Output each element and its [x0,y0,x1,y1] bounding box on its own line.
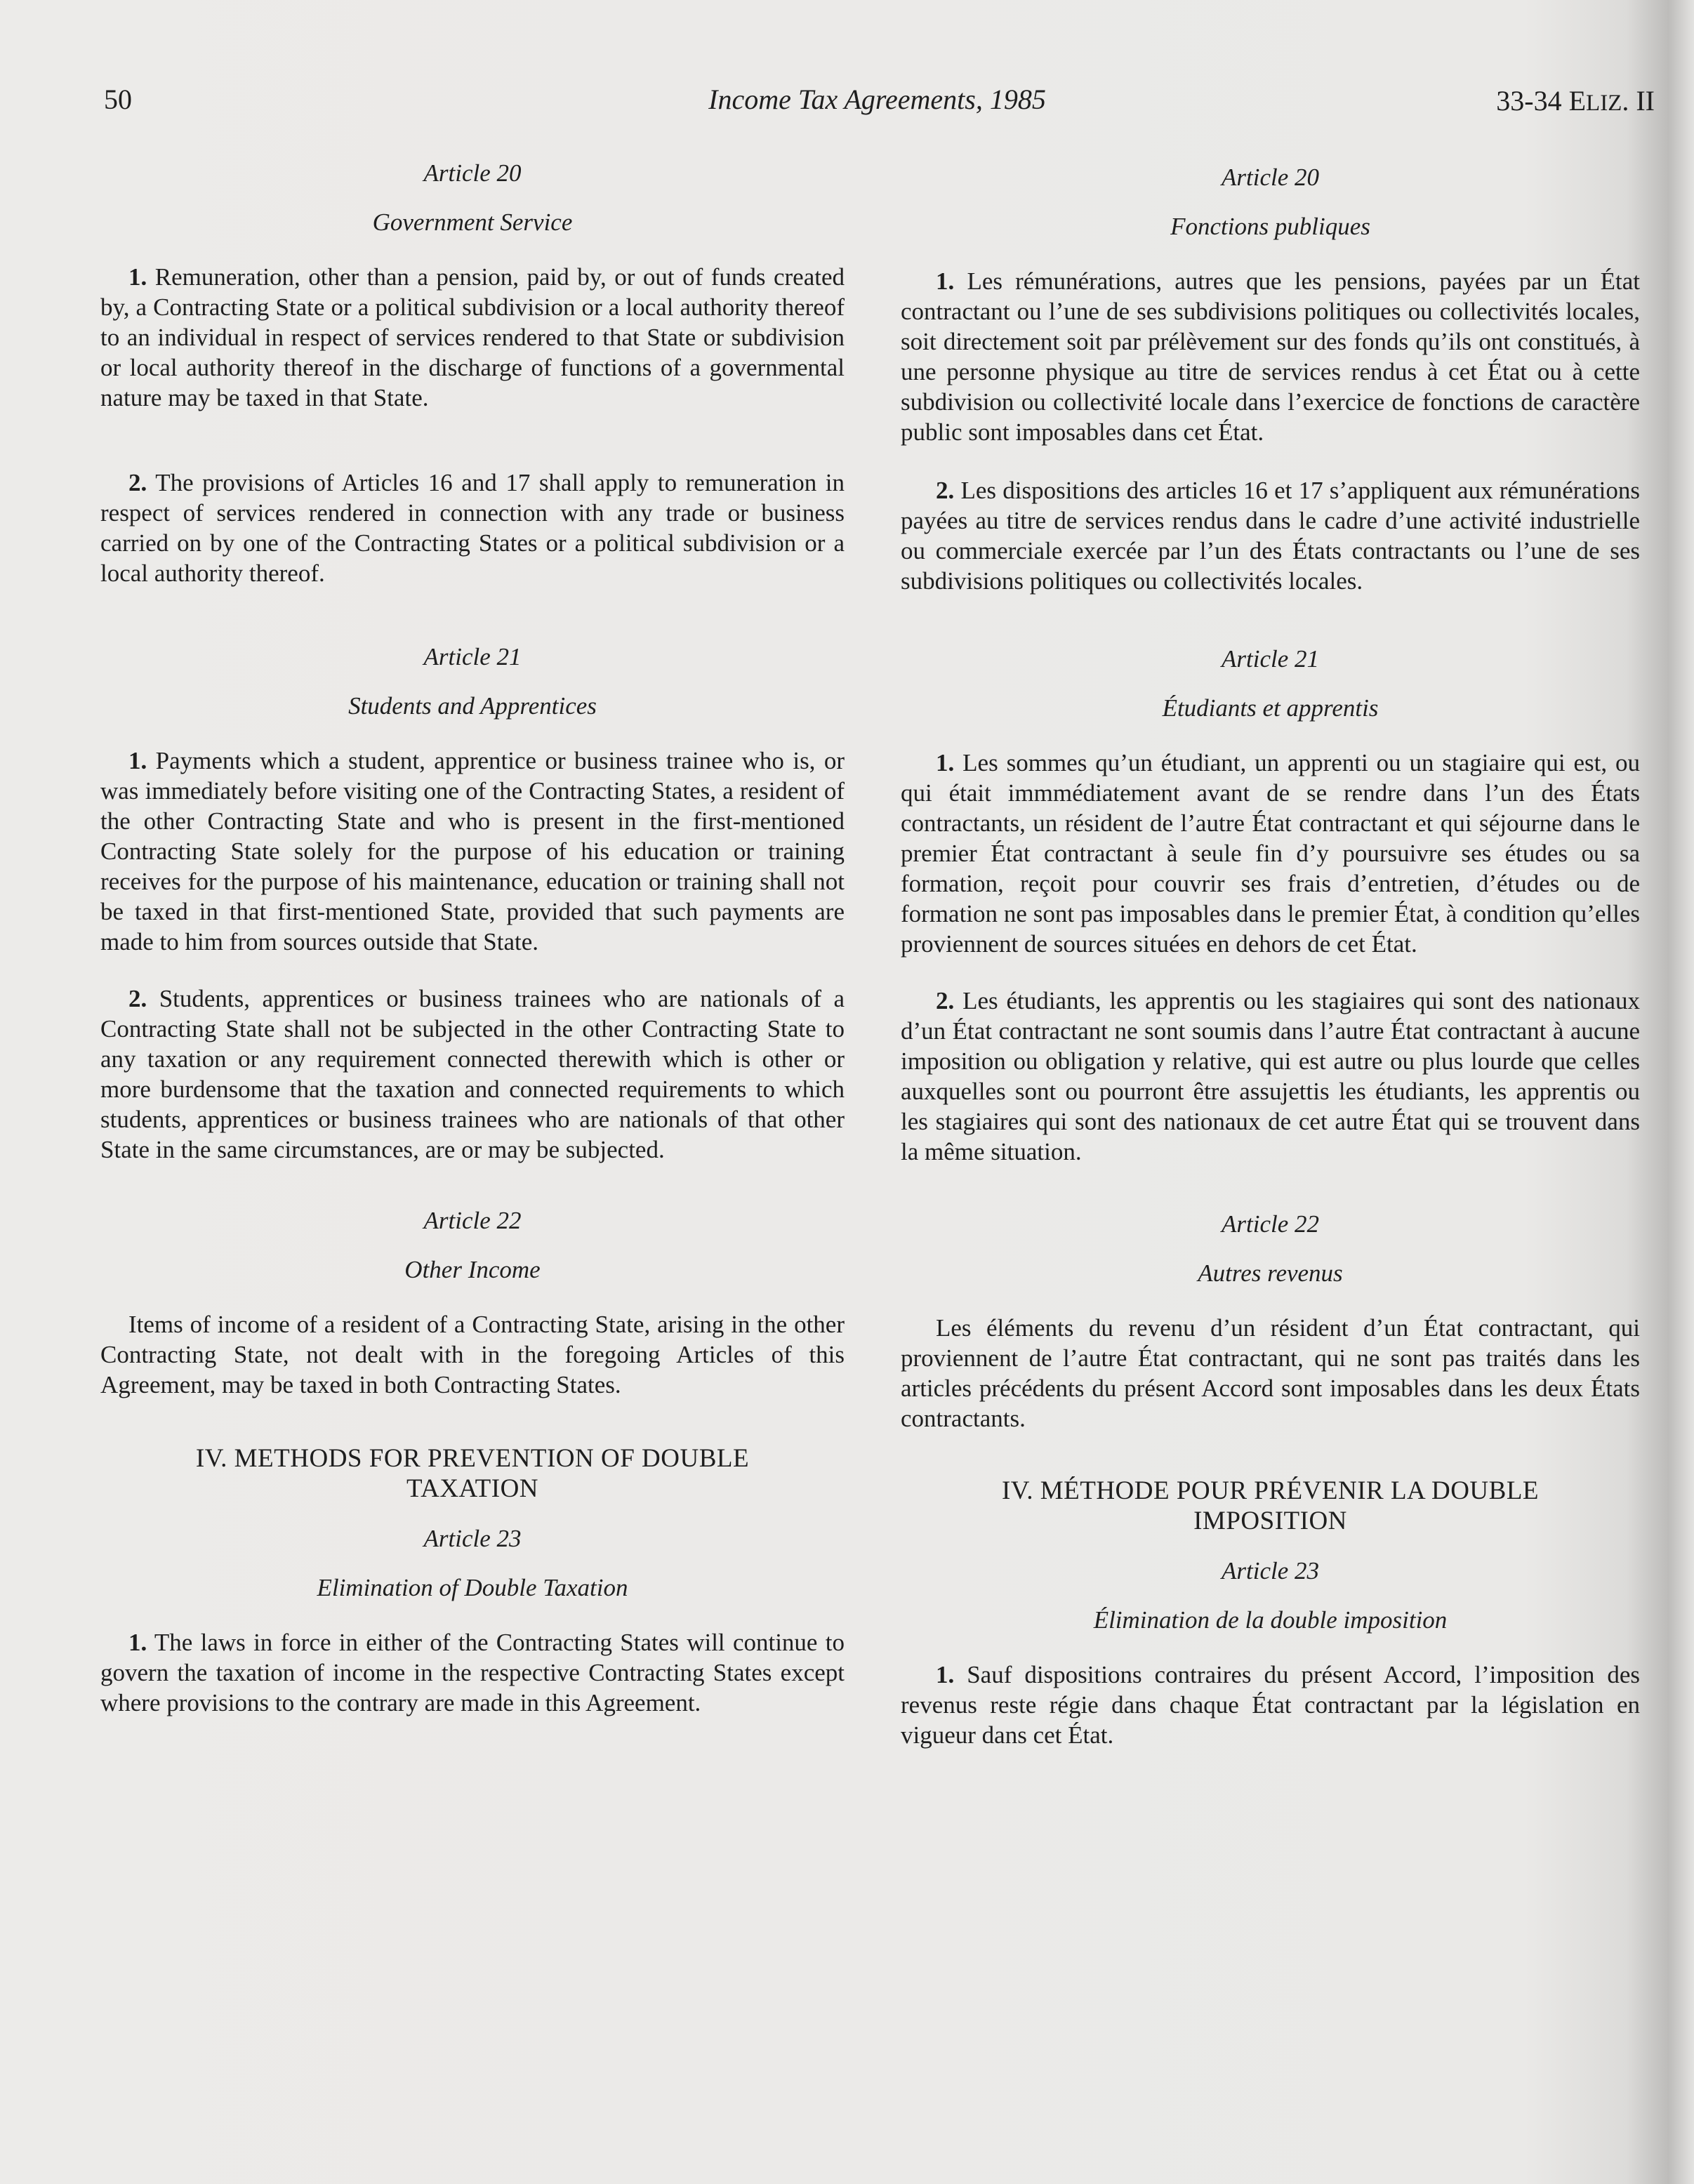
article-20-number-fr: Article 20 [1222,164,1319,191]
section-4-heading-line-1-fr: IV. MÉTHODE POUR PRÉVENIR LA DOUBLE [1001,1476,1540,1505]
statute-reference-tail: . II [1622,85,1655,117]
article-22-paragraph-fr: Les éléments du revenu d’un résident d’un État contractant, qui proviennent de l’autre État contractant, qui ne sont pas traités dans les articles précédents du présent Accord sont imposables dans les deux États contractants. [901,1314,1640,1432]
article-23-title-fr: Élimination de la double imposition [1093,1606,1448,1634]
section-4-heading [100,1443,845,1504]
article-22-title: Other Income [404,1256,541,1283]
article-22-paragraph: Items of income of a resident of a Contracting State, arising in the other Contracting State, not dealt with in the foregoing Articles of this Agreement, may be taxed in both Contracting States. [100,1311,845,1398]
article-23-paragraph-1-fr: 1. Sauf dispositions contraires du présent Accord, l’imposition des revenus reste régie dans chaque État contractant par la législation en vigueur dans cet État. [901,1661,1641,1749]
article-21-paragraph-2-fr: 2. Les étudiants, les apprentis ou les stagiaires qui sont des nationaux d’un État contractant ne sont soumis dans l’autre État contractant à aucune imposition ou obligation y relative, qui est autre ou plus lourde que celles auxquelles sont ou pourront être assujettis les étudiants, les apprentis ou les stagiaires qui sont des nationaux de cet autre État qui se trouvent dans la même situation. [901,987,1641,1165]
page-header [100,77,1655,119]
article-23-number-fr: Article 23 [1222,1557,1319,1584]
french-column [901,151,1640,1750]
article-20-paragraph-2-fr: 2. Les dispositions des articles 16 et 17 s’appliquent aux rémunérations payées au titre de services rendus dans le cadre d’une activité industrielle ou commerciale exercée par l’un des États contractants ou l’une de ses subdivisions politiques ou collectivités locales. [901,477,1641,595]
article-21-title-fr: Étudiants et apprentis [1162,694,1379,722]
article-21-paragraph-1: 1. Payments which a student, apprentice or business trainee who is, or was immediately before visiting one of the Contracting States, a resident of the other Contracting State and who is present in the first-mentioned Contracting State solely for the purpose of his education or training receives for the purpose of his maintenance, education or training shall not be taxed in that first-mentioned State, provided that such payments are made to him from sources outside that State. [100,747,845,955]
statute-reference [1496,84,1655,117]
article-20-paragraph-2: 2. The provisions of Articles 16 and 17 shall apply to remuneration in respect of services rendered in connection with any trade or business carried on by one of the Contracting States or a political subdivision or a local authority thereof. [100,469,845,587]
english-column [100,151,845,1718]
article-20-paragraph-1-fr: 1. Les rémunérations, autres que les pensions, payées par un État contractant ou l’une de ses subdivisions politiques ou collectivités locales, soit directement soit par prélèvement sur des fonds qu’ils ont constitués, à une personne physique au titre de services rendus à cet État ou à cette subdivision ou collectivité locale dans l’exercice de fonctions de caractère public sont imposables dans cet État. [901,267,1641,446]
section-4-heading-fr [901,1476,1640,1536]
article-22-title-fr: Autres revenus [1198,1259,1343,1287]
article-22-number: Article 22 [423,1207,522,1234]
article-20-paragraph-1: 1. Remuneration, other than a pension, paid by, or out of funds created by, a Contracting State or a political subdivision or a local authority thereof to an individual in respect of services rendered to that State or subdivision or local authority thereof in the discharge of functions of a governmental nature may be taxed in that State. [100,263,845,411]
section-4-heading-line-2: TAXATION [406,1474,539,1503]
running-title: Income Tax Agreements, 1985 [708,84,1046,115]
article-23-number: Article 23 [423,1525,522,1552]
article-23-paragraph-1: 1. The laws in force in either of the Contracting States will continue to govern the taxation of income in the respective Contracting States except where provisions to the contrary are made in this Agreement. [100,1629,845,1716]
page-number: 50 [104,84,132,115]
statute-reference-small: LIZ [1586,91,1622,116]
article-21-title: Students and Apprentices [348,692,597,720]
article-20-title: Government Service [372,209,573,236]
article-23-title: Elimination of Double Taxation [317,1574,628,1601]
section-4-heading-line-1: IV. METHODS FOR PREVENTION OF DOUBLE [195,1444,750,1473]
article-22-number-fr: Article 22 [1222,1210,1319,1238]
article-21-paragraph-1-fr: 1. Les sommes qu’un étudiant, un apprenti ou un stagiaire qui est, ou qui était immmédiatement avant de se rendre dans l’un des États contractants, un résident de l’autre État contractant et qui séjourne dans le premier État contractant à seule fin d’y poursuivre ses études ou sa formation, reçoit pour couvrir ses frais d’entretien, d’études ou de formation ne sont pas imposables dans le premier État, à condition qu’elles proviennent de sources situées en dehors de cet État. [901,749,1641,958]
article-21-number: Article 21 [423,643,522,670]
article-21-paragraph-2: 2. Students, apprentices or business trainees who are nationals of a Contracting State shall not be subjected in the other Contracting State to any taxation or any requirement connected therewith which is other or more burdensome that the taxation and connected requirements to which students, apprentices or business trainees who are nationals of that other State in the same circumstances, are or may be subjected. [100,985,845,1163]
article-21-number-fr: Article 21 [1222,645,1319,673]
article-20-title-fr: Fonctions publiques [1170,213,1370,240]
article-20-number: Article 20 [423,159,522,187]
statute-reference-main: 33-34 E [1496,85,1587,117]
section-4-heading-line-2-fr: IMPOSITION [1193,1507,1347,1535]
